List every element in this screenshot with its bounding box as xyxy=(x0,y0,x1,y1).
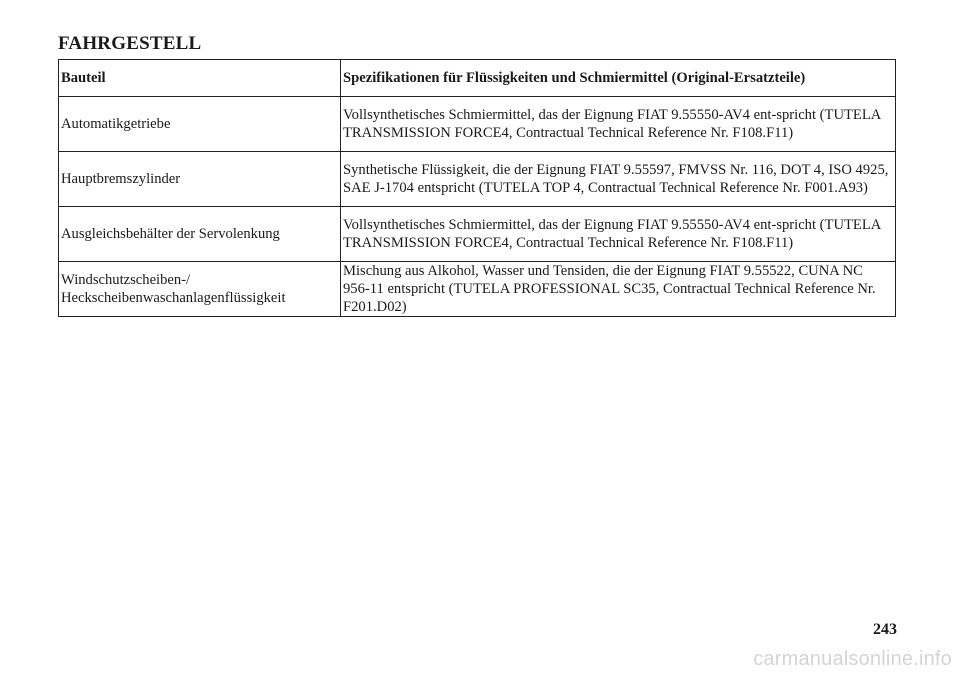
row-spec: Vollsynthetisches Schmiermittel, das der Eignung FIAT 9.55550-AV4 ent-spricht (TUTELA TRANSMISSION FORCE4, Contractual Technical Reference Nr. F108.F11) xyxy=(341,207,896,262)
page-number: 243 xyxy=(873,621,897,638)
row-spec: Mischung aus Alkohol, Wasser und Tensiden, die der Eignung FIAT 9.55522, CUNA NC 956-11 entspricht (TUTELA PROFESSIONAL SC35, Contractual Technical Reference Nr. F201.D02) xyxy=(341,262,896,317)
row-part: Hauptbremszylinder xyxy=(59,152,341,207)
row-part: Ausgleichsbehälter der Servolenkung xyxy=(59,207,341,262)
header-part: Bauteil xyxy=(59,60,341,97)
row-part: Windschutzscheiben-/ Heckscheibenwaschanlagenflüssigkeit xyxy=(59,262,341,317)
section-title: FAHRGESTELL xyxy=(58,33,202,54)
row-spec: Synthetische Flüssigkeit, die der Eignung FIAT 9.55597, FMVSS Nr. 116, DOT 4, ISO 4925, SAE J-1704 entspricht (TUTELA TOP 4, Contractual Technical Reference Nr. F001.A93) xyxy=(341,152,896,207)
table-header-row xyxy=(59,60,896,97)
watermark: carmanualsonline.info xyxy=(753,648,952,670)
table-row xyxy=(59,97,896,152)
fluid-spec-table xyxy=(58,59,896,317)
table-row xyxy=(59,152,896,207)
row-spec: Vollsynthetisches Schmiermittel, das der Eignung FIAT 9.55550-AV4 ent-spricht (TUTELA TRANSMISSION FORCE4, Contractual Technical Reference Nr. F108.F11) xyxy=(341,97,896,152)
header-spec: Spezifikationen für Flüssigkeiten und Schmiermittel (Original-Ersatzteile) xyxy=(341,60,896,97)
row-part: Automatikgetriebe xyxy=(59,97,341,152)
table-row xyxy=(59,262,896,317)
table-row xyxy=(59,207,896,262)
